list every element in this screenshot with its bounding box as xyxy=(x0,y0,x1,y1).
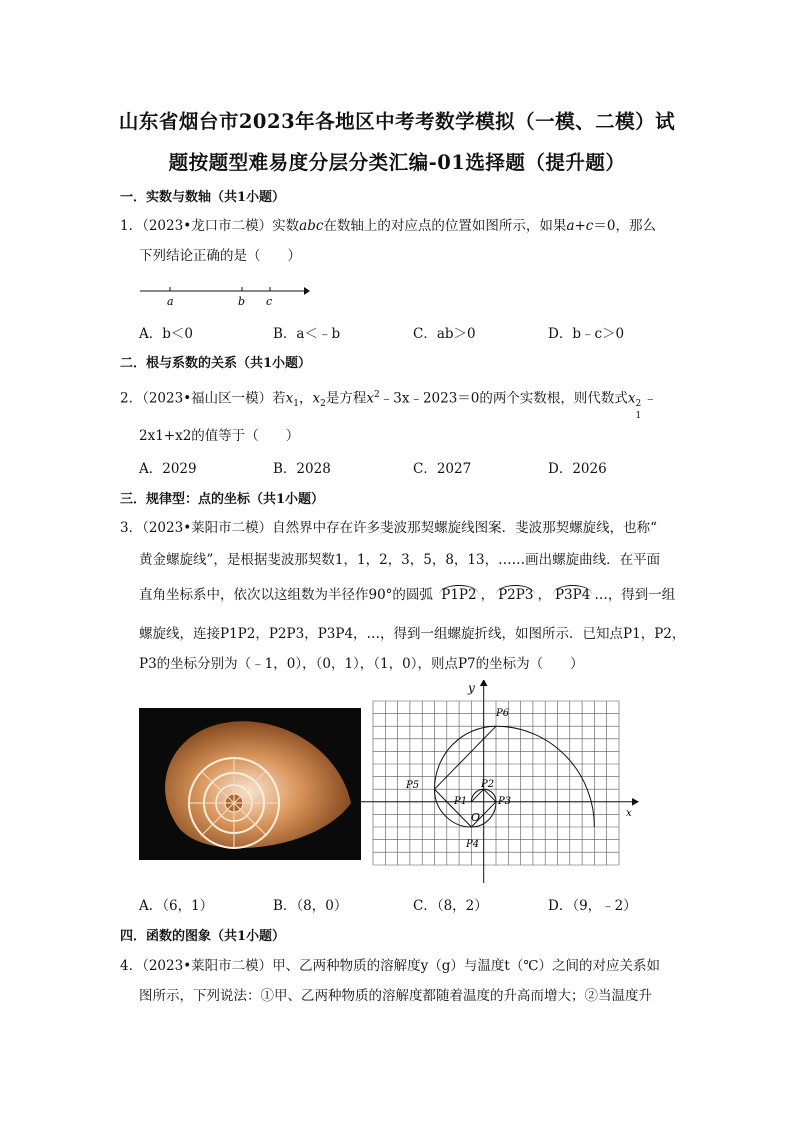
question-4-line2: 图所示，下列说法：①甲、乙两种物质的溶解度都随着温度的升高而增大；②当温度升 xyxy=(139,988,652,1004)
point-label-p6: P6 xyxy=(496,708,510,719)
question-4-line1: 4．（2023•莱阳市二模）甲、乙两种物质的溶解度y（g）与温度t（℃）之间的对应关系如 xyxy=(120,958,660,974)
question-1-line1: 1．（2023•龙口市二模）实数abc在数轴上的对应点的位置如图所示，如果a+c＝0，那么 xyxy=(120,218,656,234)
q3-option-c: C．（8，2） xyxy=(413,898,488,914)
tick-label-c: c xyxy=(266,295,273,308)
q2-option-b: B．2028 xyxy=(273,461,331,477)
nautilus-shell-photo xyxy=(139,708,361,860)
section-heading-1: 一．实数与数轴（共1小题） xyxy=(120,190,286,205)
q3-option-b: B．（8，0） xyxy=(273,898,348,914)
question-3-line3: 直角坐标系中，依次以这组数为半径作90°的圆弧 P1P2 ， P2P3 ， P3P4 …，得到一组 xyxy=(139,587,676,603)
x-axis-label: x xyxy=(626,808,632,819)
question-3-line5: P3的坐标分别为（﹣1，0），（0，1），（1，0），则点P7的坐标为（ ） xyxy=(139,656,584,672)
arc-p3p4: P3P4 xyxy=(554,587,591,603)
section-heading-3: 三．规律型：点的坐标（共1小题） xyxy=(120,492,325,507)
question-1-line2: 下列结论正确的是（ ） xyxy=(139,248,301,264)
q1-option-c: C．ab＞0 xyxy=(413,326,476,342)
y-axis-label: y xyxy=(468,681,475,695)
section-heading-4: 四．函数的图象（共1小题） xyxy=(120,929,286,944)
q3-option-a: A．（6，1） xyxy=(139,898,214,914)
q2-option-d: D．2026 xyxy=(548,461,607,477)
document-title-line1: 山东省烟台市2023年各地区中考考数学模拟（一模、二模）试 xyxy=(118,110,676,133)
q3-option-d: D．（9，﹣2） xyxy=(548,898,637,914)
question-2-line2: 2x1+x2的值等于（ ） xyxy=(139,428,300,444)
spiral-coordinate-figure xyxy=(360,680,650,885)
q1-option-b: B．a＜﹣b xyxy=(273,326,341,342)
y-axis-arrow xyxy=(480,680,488,686)
number-line-figure xyxy=(138,280,313,310)
arc-p2p3: P2P3 xyxy=(498,587,534,603)
arc-p1p2: P1P2 xyxy=(441,587,477,603)
q1-option-a: A．b＜0 xyxy=(139,326,193,342)
q1-option-d: D．b﹣c＞0 xyxy=(548,326,625,342)
point-label-p3: P3 xyxy=(498,796,512,807)
point-label-p1: P1 xyxy=(454,796,468,807)
q2-option-a: A．2029 xyxy=(139,461,197,477)
point-label-p5: P5 xyxy=(406,780,420,791)
document-title-line2: 题按题型难易度分层分类汇编-01选择题（提升题） xyxy=(168,151,626,174)
origin-label: O xyxy=(471,811,481,824)
tick-label-a: a xyxy=(167,295,174,308)
number-line-arrow xyxy=(304,287,310,295)
question-2-line1: 2．（2023•福山区一模）若$x_1$，$x_2$是方程$x^2﹣3x﹣2023=0$的两个实数根，则代数式x 2 1 ﹣ xyxy=(120,390,658,421)
point-label-p4: P4 xyxy=(466,839,480,850)
section-heading-2: 二．根与系数的关系（共1小题） xyxy=(120,356,312,371)
point-label-p2: P2 xyxy=(481,779,495,790)
question-3-line1: 3．（2023•莱阳市二模）自然界中存在许多斐波那契螺旋线图案．斐波那契螺旋线，也称“ xyxy=(120,520,658,536)
q2-option-c: C．2027 xyxy=(413,461,472,477)
x-axis-arrow xyxy=(632,798,639,806)
tick-label-b: b xyxy=(238,295,246,308)
question-3-line2: 黄金螺旋线”，是根据斐波那契数1，1，2，3，5，8，13，……画出螺旋曲线．在平面 xyxy=(139,552,661,568)
nautilus-shell-illustration xyxy=(139,708,361,860)
question-3-line4: 螺旋线，连接P1P2，P2P3，P3P4，…，得到一组螺旋折线，如图所示．已知点P1，P2， xyxy=(139,626,686,642)
